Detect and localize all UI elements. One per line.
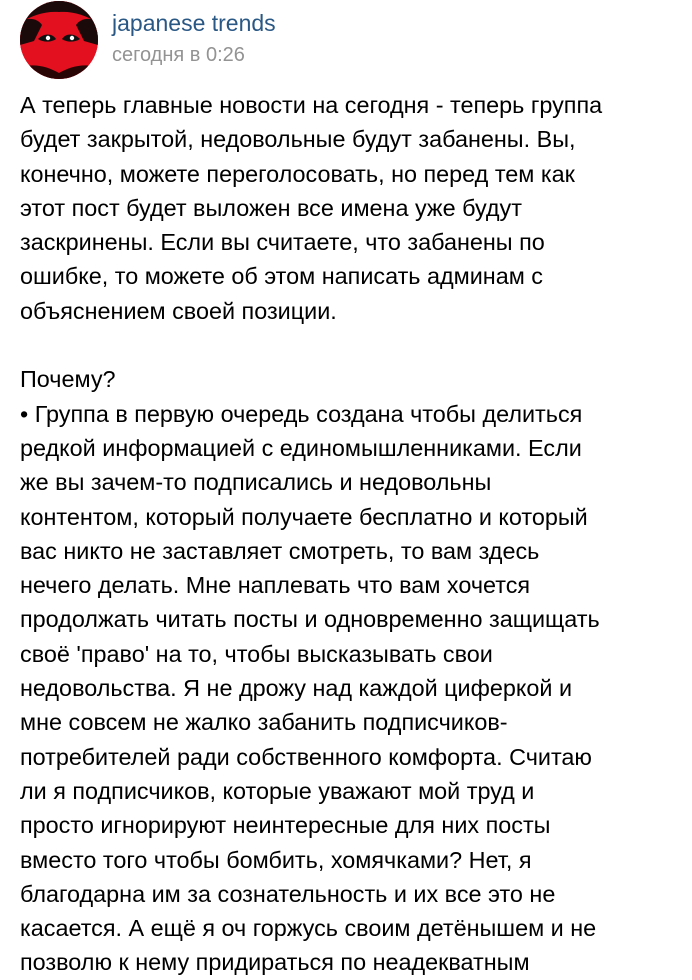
post-text-line: просто игнорируют неинтересные для них посты: [20, 812, 551, 839]
post-text-line: Почему?: [20, 366, 116, 393]
avatar[interactable]: [20, 1, 98, 79]
post-text-line: ли я подписчиков, которые уважают мой труд и: [20, 777, 535, 804]
post-timestamp[interactable]: сегодня в 0:26: [112, 44, 245, 66]
paragraph-spacer: [20, 328, 680, 362]
post-text-line: продолжать читать посты и одновременно защищать: [20, 606, 600, 633]
post-text-line: своё 'право' на то, чтобы высказывать свои: [20, 640, 493, 667]
author-name[interactable]: japanese trends: [112, 10, 276, 36]
post-text-line: касается. А ещё я оч горжусь своим детёнышем и не: [20, 915, 597, 942]
post-text-line: благодарна им за сознательность и их все это не: [20, 880, 556, 907]
post-text-line: А теперь главные новости на сегодня - теперь группа: [20, 92, 603, 118]
post-text-line: конечно, можете переголосовать, но перед тем как: [20, 160, 575, 187]
post-text-line: мне совсем не жалко забанить подписчиков-: [20, 709, 508, 736]
post-text-line: редкой информацией с единомышленниками. Если: [20, 434, 582, 461]
post-text-line: будет закрытой, недовольные будут забанены. Вы,: [20, 126, 576, 153]
post-text-line: же вы зачем-то подписались и недовольны: [20, 469, 492, 496]
post-text-line: недовольства. Я не дрожу над каждой циферкой и: [20, 675, 573, 702]
post-text-line: вместо того чтобы бомбить, хомячками? Нет, я: [20, 846, 532, 873]
post-body: [20, 88, 680, 980]
post-text-line: вас никто не заставляет смотреть, то вам здесь: [20, 537, 540, 564]
post-text-line: • Группа в первую очередь создана чтобы делиться: [20, 400, 583, 427]
post-text-line: заскринены. Если вы считаете, что забанены по: [20, 229, 545, 256]
post-text-line: этот пост будет выложен все имена уже будут: [20, 194, 522, 221]
post-header: [0, 0, 692, 90]
post-text-line: потребителей ради собственного комфорта. Считаю: [20, 743, 592, 770]
post-text-line: позволю к нему придираться по неадекватным: [20, 949, 530, 976]
post-text-line: нечего делать. Мне наплевать что вам хочется: [20, 572, 531, 599]
post-text-line: ошибке, то можете об этом написать админам с: [20, 263, 543, 290]
avatar-red-face-icon: [20, 1, 98, 79]
post-text-line: контентом, который получаете бесплатно и который: [20, 503, 588, 530]
post-text-line: объяснением своей позиции.: [20, 297, 337, 324]
